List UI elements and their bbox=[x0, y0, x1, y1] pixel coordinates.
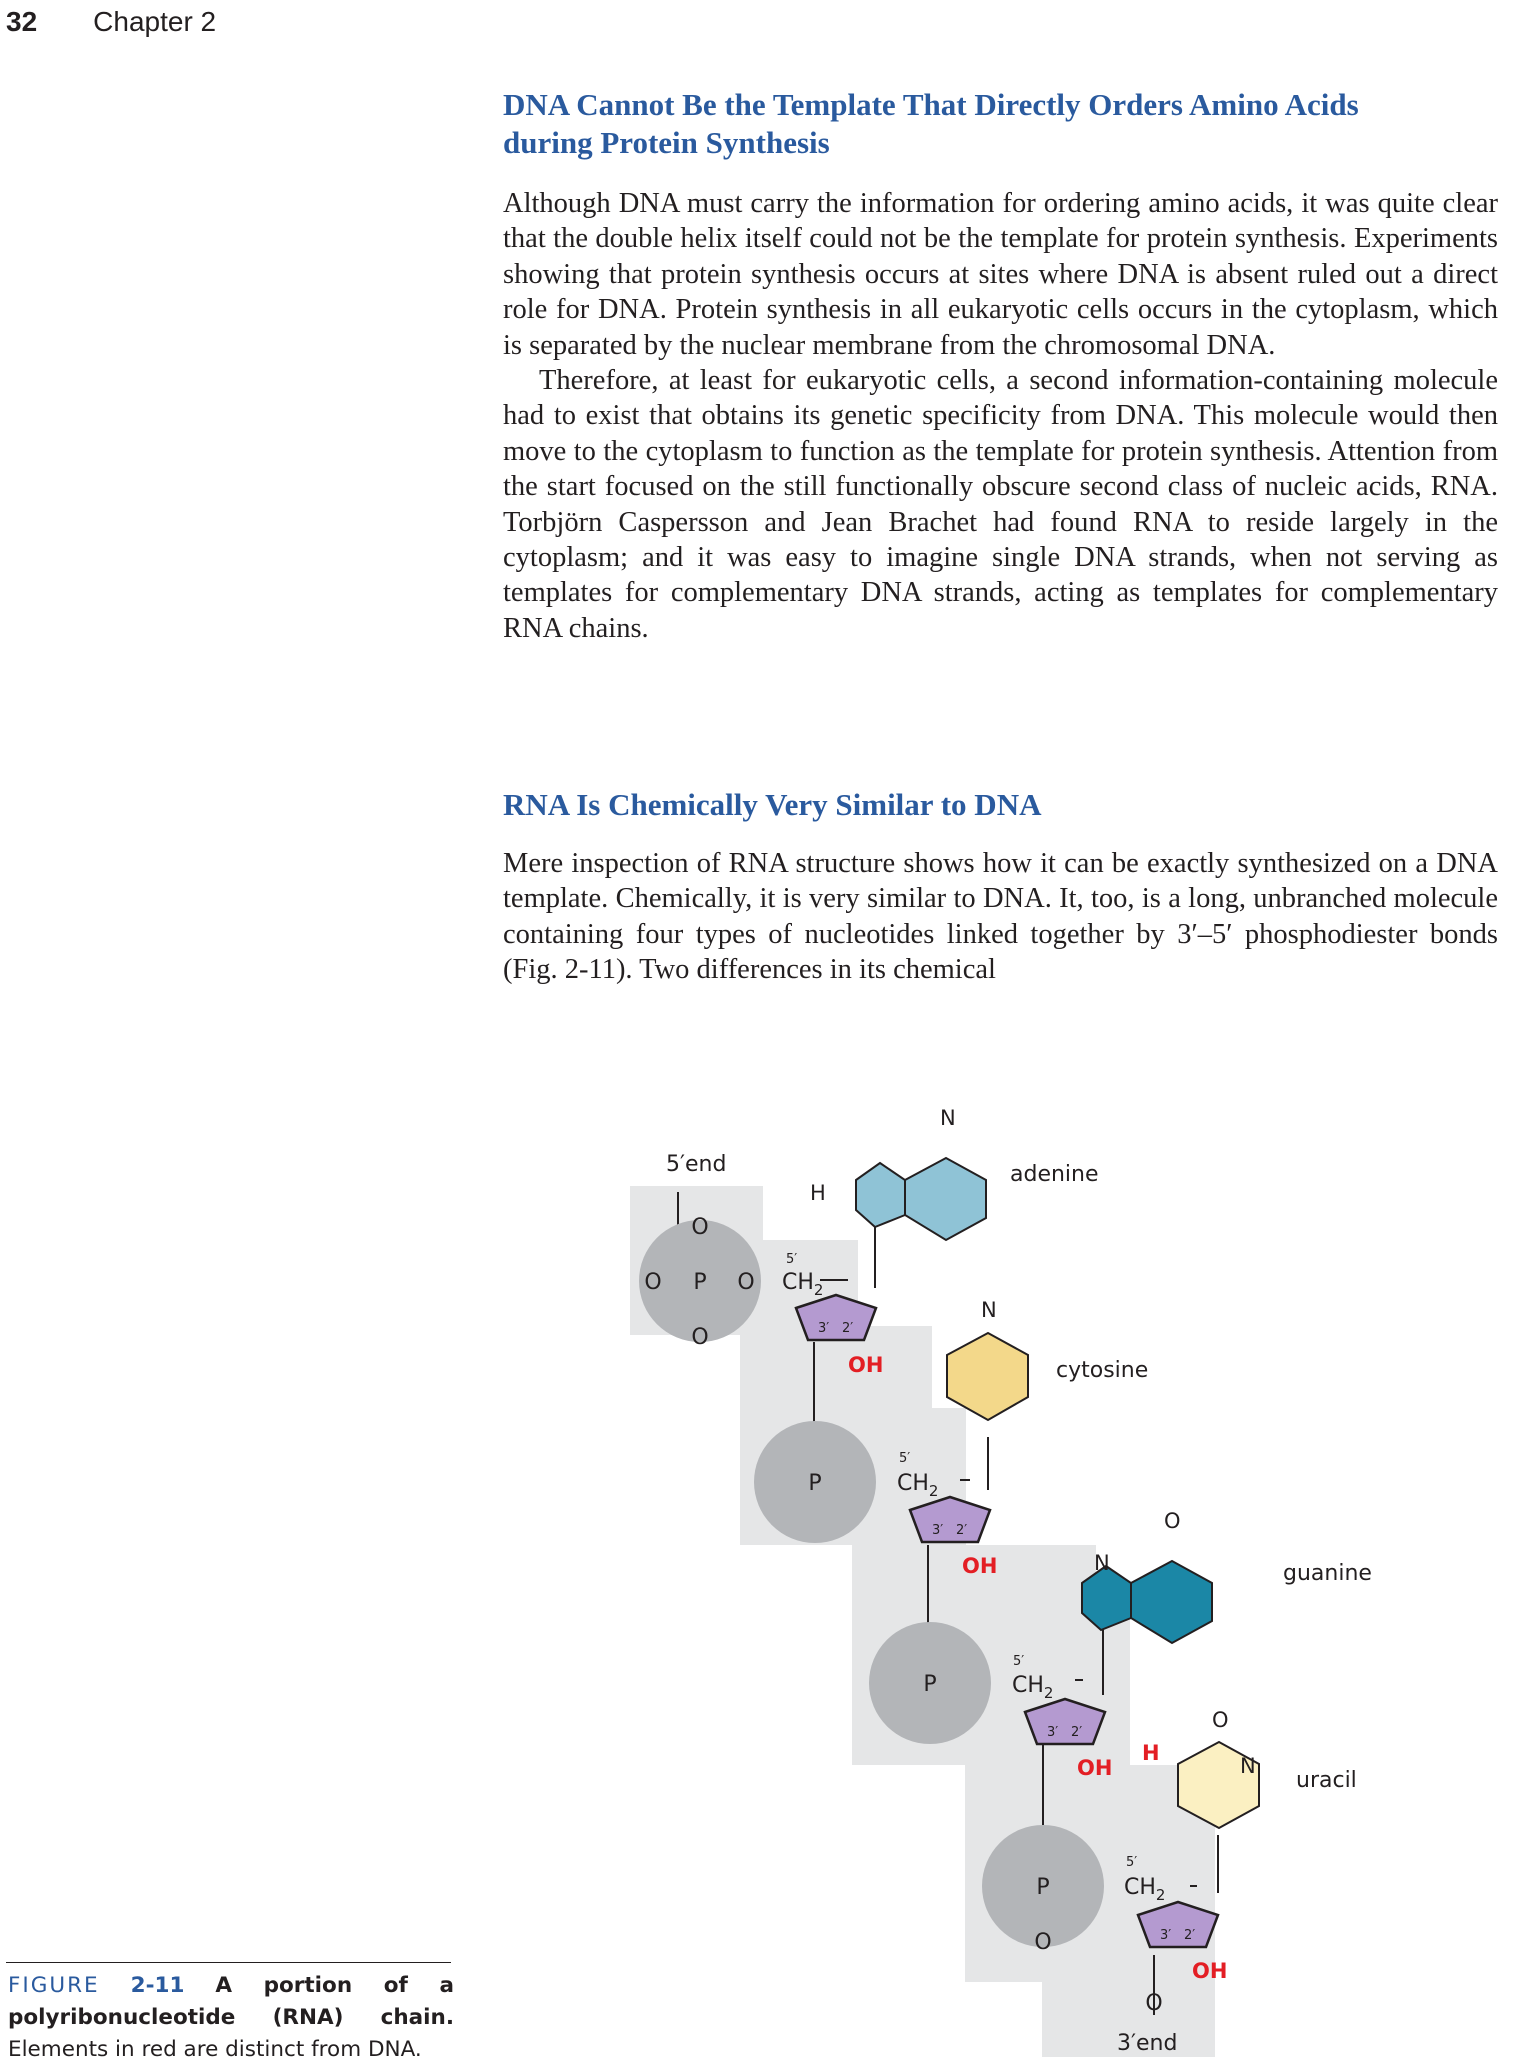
adenine-ring-6 bbox=[905, 1158, 986, 1240]
section2-title: RNA Is Chemically Very Similar to DNA bbox=[503, 787, 1042, 822]
guanine-o: O bbox=[1164, 1509, 1181, 1533]
ch2-4: $CH_2$ bbox=[1124, 1875, 1166, 1904]
phosphate-2-p: P bbox=[808, 1471, 822, 1496]
three-end-label: 3′end bbox=[1117, 2031, 1178, 2056]
ch2-3: $CH_2$ bbox=[1012, 1673, 1054, 1702]
guanine-n-label: N bbox=[1094, 1551, 1110, 1575]
uracil-o-top: O bbox=[1212, 1708, 1229, 1732]
ribose-1-c2: 2′ bbox=[842, 1321, 854, 1336]
caption-rule bbox=[6, 1962, 451, 1963]
section1-paragraph-2: Therefore, at least for eukaryotic cells, a second information-containing molecule had to exist that obtains its genetic specificity from DNA. This molecule would then move to the cytoplasm to function as the template for protein synthesis. Attention from the start focused on the still functionally obscure second class of nucleic acids, RNA. Torbjörn Caspersson and Jean Brachet had found RNA to reside largely in the cytoplasm; and it was easy to imagine single DNA strands, when not serving as templates for complementary DNA strands, acting as templates for complementary RNA chains. bbox=[503, 365, 1498, 644]
oh-2: OH bbox=[962, 1554, 998, 1578]
adenine-h-left: H bbox=[810, 1181, 826, 1205]
section1-title-line1: DNA Cannot Be the Template That Directly Orders Amino Acids bbox=[503, 87, 1359, 122]
phosphate-1-o-bottom: O bbox=[691, 1325, 709, 1350]
five-prime-4: 5′ bbox=[1126, 1855, 1138, 1870]
phosphate-1-o-left: O bbox=[644, 1270, 662, 1295]
ribose-2-c3: 3′ bbox=[932, 1523, 944, 1538]
five-prime-2: 5′ bbox=[899, 1451, 911, 1466]
caption-label: FIGURE bbox=[8, 1973, 100, 1998]
ribose-3-c3: 3′ bbox=[1047, 1725, 1059, 1740]
phosphate-4-p: P bbox=[1036, 1875, 1050, 1900]
oh-3: OH bbox=[1077, 1756, 1113, 1780]
ribose-2-c2: 2′ bbox=[956, 1523, 968, 1538]
ch2-1: $CH_2$ bbox=[782, 1270, 824, 1299]
phosphate-3-p: P bbox=[923, 1672, 937, 1697]
uracil-red-h: H bbox=[1142, 1741, 1160, 1765]
phosphate-1-o-right: O bbox=[737, 1270, 755, 1295]
ribose-4-c2: 2′ bbox=[1184, 1928, 1196, 1943]
adenine-label: adenine bbox=[1010, 1162, 1099, 1187]
ribose-4-c3: 3′ bbox=[1160, 1928, 1172, 1943]
guanine-ring-6 bbox=[1131, 1561, 1212, 1643]
caption-number: 2-11 bbox=[130, 1973, 185, 1998]
phosphate-4-o-bottom: O bbox=[1034, 1930, 1052, 1955]
phosphate-1-o-top: O bbox=[691, 1215, 709, 1240]
adenine-ring-5 bbox=[856, 1163, 905, 1227]
caption-bold-text: A portion of a polyribonucleotide (RNA) chain. bbox=[8, 1973, 454, 2030]
oh-4: OH bbox=[1192, 1959, 1228, 1983]
uracil-n-label: N bbox=[1240, 1754, 1256, 1778]
caption-text: Elements in red are distinct from DNA. bbox=[8, 2037, 422, 2062]
adenine-nh2-n: N bbox=[940, 1106, 956, 1130]
ribose-1-c3: 3′ bbox=[818, 1321, 830, 1336]
section1-paragraph-1: Although DNA must carry the information for ordering amino acids, it was quite clear that the double helix itself could not be the template for protein synthesis. Experiments showing that protein synthesis occurs at sites where DNA is absent ruled out a direct role for DNA. Protein synthesis in all eukaryotic cells occurs in the cytoplasm, which is separated by the nuclear membrane from the chromosomal DNA. bbox=[503, 188, 1498, 361]
five-prime-3: 5′ bbox=[1013, 1654, 1025, 1669]
five-end-label: 5′end bbox=[666, 1152, 727, 1177]
ch2-2: $CH_2$ bbox=[897, 1471, 939, 1500]
five-prime-1: 5′ bbox=[786, 1252, 798, 1267]
section2-paragraph-1: Mere inspection of RNA structure shows how it can be exactly synthesized on a DNA template. Chemically, it is very similar to DNA. It, too, is a long, unbranched molecule containing four types of nucleotides linked together by 3′–5′ phosphodiester bonds (Fig. 2-11). Two differences in its chemical bbox=[503, 848, 1498, 986]
phosphate-1-p: P bbox=[693, 1270, 707, 1295]
oh-1: OH bbox=[848, 1353, 884, 1377]
three-end-o: O bbox=[1145, 1991, 1163, 2016]
guanine-label: guanine bbox=[1283, 1561, 1372, 1586]
ribose-3-c2: 2′ bbox=[1071, 1725, 1083, 1740]
cytosine-ring bbox=[947, 1333, 1028, 1420]
section1-title-line2: during Protein Synthesis bbox=[503, 125, 830, 160]
figure-caption bbox=[8, 1970, 454, 2066]
cytosine-nh2-n: N bbox=[981, 1298, 997, 1322]
chapter-label: Chapter 2 bbox=[93, 6, 217, 37]
page-number: 32 bbox=[6, 6, 38, 37]
cytosine-label: cytosine bbox=[1056, 1358, 1149, 1383]
uracil-label: uracil bbox=[1296, 1768, 1357, 1793]
